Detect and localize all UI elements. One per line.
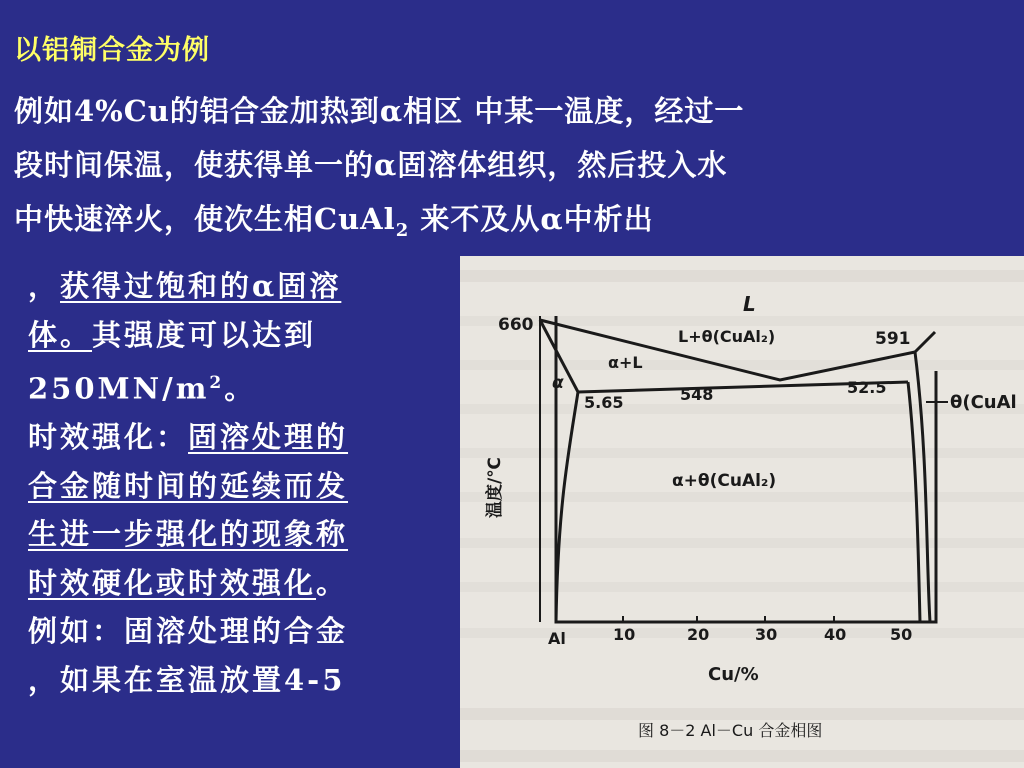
x-tick-label-30: 30 <box>755 625 778 644</box>
x-tick-label-10: 10 <box>613 625 636 644</box>
region-alpha-theta: α+θ(CuAl₂) <box>672 471 777 491</box>
left-line-7-b: 。 <box>316 565 349 600</box>
left-line-2-b: 其强度可以达到 <box>92 317 317 352</box>
left-line-2-underlined: 体。 <box>28 317 93 352</box>
phase-diagram-figure <box>460 256 1024 768</box>
x-axis-label: Cu/% <box>708 664 759 685</box>
intro-paragraph <box>14 84 1014 258</box>
left-line-3-b: 。 <box>224 371 257 406</box>
left-line-4-a: 时效强化： <box>28 420 189 455</box>
value-525: 52.5 <box>847 378 887 397</box>
line3-text-b: 来不及从α中析出 <box>409 202 654 236</box>
phase-diagram-svg <box>460 256 1024 768</box>
theta-arrow-line <box>915 332 935 352</box>
left-line-1-underlined: 获得过饱和的α固溶 <box>60 269 342 303</box>
left-line-3-sup: 2 <box>209 373 225 393</box>
left-line-3 <box>28 359 438 413</box>
left-line-1 <box>28 262 438 311</box>
left-line-4 <box>28 413 438 462</box>
left-line-3-a: 250MN/m <box>28 371 210 406</box>
figure-caption: 图 8－2 Al－Cu 合金相图 <box>638 721 823 740</box>
region-L: L <box>743 292 756 316</box>
region-alpha-L: α+L <box>608 353 643 372</box>
x-tick-label-20: 20 <box>687 625 710 644</box>
left-line-7 <box>28 559 438 608</box>
line3-subscript: 2 <box>395 219 410 241</box>
left-line-5-underlined: 合金随时间的延续而发 <box>28 468 349 503</box>
value-548: 548 <box>680 385 714 404</box>
left-text-block <box>28 262 438 704</box>
paragraph-line-3 <box>14 192 1014 258</box>
left-line-6 <box>28 510 438 559</box>
y-tick-660: 660 <box>498 315 534 335</box>
x-tick-label-50: 50 <box>890 625 913 644</box>
left-line-4-underlined: 固溶处理的 <box>188 420 349 455</box>
left-line-8: 例如：固溶处理的合金 <box>28 614 349 649</box>
value-591: 591 <box>875 329 911 349</box>
left-line-2 <box>28 311 438 360</box>
theta-label: θ(CuAl <box>950 392 1017 413</box>
y-axis-label: 温度/℃ <box>485 457 505 518</box>
x-tick-label-40: 40 <box>824 625 847 644</box>
left-line-5 <box>28 462 438 511</box>
left-line-9: ，如果在室温放置4-5 <box>28 662 346 697</box>
slide-title: 以铝铜合金为例 <box>14 35 210 66</box>
region-alpha: α <box>552 373 564 393</box>
line3-text-a: 中快速淬火，使次生相CuAl <box>14 202 396 236</box>
region-L-theta: L+θ(CuAl₂) <box>678 327 776 346</box>
left-line-1-a: ， <box>28 269 61 303</box>
left-line-7-underlined: 时效硬化或时效强化 <box>28 565 317 600</box>
x-tick-label-al: Al <box>548 629 566 648</box>
value-565: 5.65 <box>584 393 624 412</box>
paragraph-line-2: 段时间保温，使获得单一的α固溶体组织，然后投入水 <box>14 148 728 182</box>
paragraph-line-1: 例如4%Cu的铝合金加热到α相区 中某一温度，经过一 <box>14 94 745 128</box>
left-line-6-underlined: 生进一步强化的现象称 <box>28 517 349 552</box>
